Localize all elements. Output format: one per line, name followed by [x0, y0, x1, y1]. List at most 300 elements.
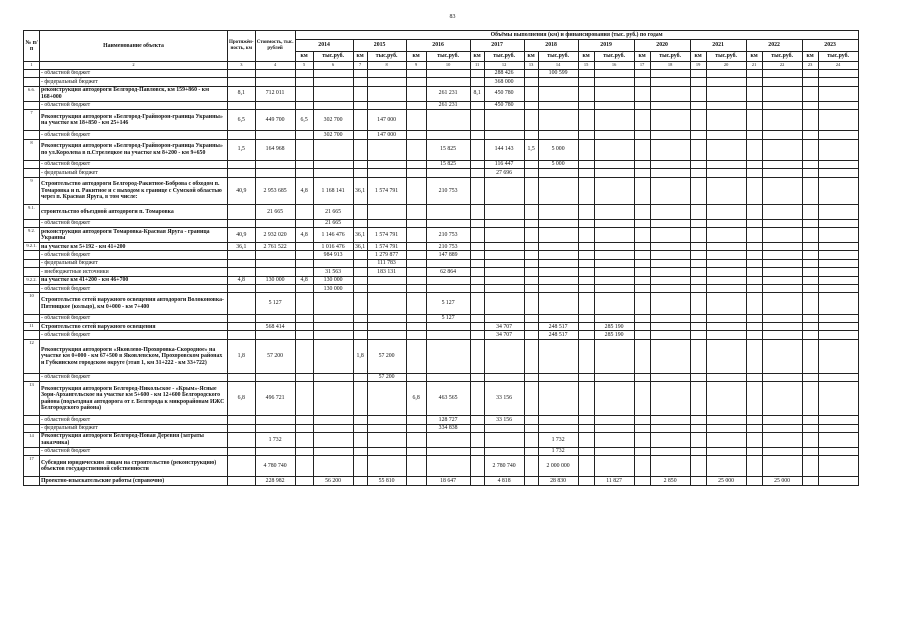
- table-row: [24, 456, 859, 477]
- row-name: Реконструкция автодороги «Яковлево-Прохоровка-Скородное» на участке км 0+000 - км 67+500 в Яковлевском, Прохоровском районах и Губкинском городском округе (этап 1, км 31+222 - км 33+722): [40, 339, 228, 373]
- cell-col-22: [762, 228, 802, 243]
- cell-col-20: 25 000: [706, 477, 746, 485]
- row-name: Строительство сетей наружного освещения: [40, 323, 228, 331]
- cell-col-22: [762, 101, 802, 109]
- cell-col-10: [426, 70, 470, 78]
- cell-col-22: [762, 268, 802, 276]
- cell-col-19: [690, 101, 706, 109]
- cell-col-11: [470, 219, 484, 227]
- column-number: 19: [690, 62, 706, 70]
- row-name: - федеральный бюджет: [40, 169, 228, 177]
- cell-col-9: [406, 276, 426, 284]
- table-row: [24, 285, 859, 293]
- year-header: 2023: [802, 40, 858, 52]
- cell-col-10: 210 753: [426, 228, 470, 243]
- cell-col-6: 302 700: [313, 131, 353, 139]
- cell-col-7: [353, 160, 367, 168]
- column-number: 20: [706, 62, 746, 70]
- cell-col-14: 248 517: [538, 331, 578, 339]
- cell-col-13: [524, 276, 538, 284]
- cell-col-8: 57 200: [367, 373, 406, 381]
- cell-col-17: [634, 373, 650, 381]
- cell-col-13: [524, 424, 538, 432]
- cell-col-7: [353, 285, 367, 293]
- cell-col-22: [762, 70, 802, 78]
- cell-col-3: 36,1: [228, 243, 256, 251]
- cell-col-17: [634, 139, 650, 160]
- cell-col-9: [406, 331, 426, 339]
- cell-col-15: [578, 243, 594, 251]
- cell-col-6: [313, 70, 353, 78]
- cell-col-21: [746, 382, 762, 416]
- cell-col-20: [706, 251, 746, 259]
- cell-col-22: [762, 285, 802, 293]
- cell-col-9: [406, 243, 426, 251]
- cell-col-22: [762, 259, 802, 267]
- column-number: 5: [295, 62, 313, 70]
- cell-col-14: [538, 243, 578, 251]
- cell-col-10: [426, 447, 470, 455]
- cell-col-23: [802, 477, 818, 485]
- cell-col-19: [690, 70, 706, 78]
- cell-col-12: [484, 373, 524, 381]
- cell-col-19: [690, 78, 706, 86]
- cell-col-18: [650, 456, 690, 477]
- cell-col-18: [650, 251, 690, 259]
- unit-rub: тыс.руб.: [762, 52, 802, 62]
- cell-col-15: [578, 339, 594, 373]
- cell-col-21: [746, 205, 762, 220]
- cell-col-12: [484, 424, 524, 432]
- cell-col-3: [228, 373, 256, 381]
- row-number: 12: [24, 339, 40, 373]
- cell-col-19: [690, 293, 706, 314]
- cell-col-12: [484, 243, 524, 251]
- cell-col-18: [650, 160, 690, 168]
- cell-col-4: 164 968: [255, 139, 295, 160]
- cell-col-15: [578, 331, 594, 339]
- cell-col-16: [594, 373, 634, 381]
- cell-col-5: 4,8: [295, 228, 313, 243]
- row-number: [24, 78, 40, 86]
- cell-col-21: [746, 456, 762, 477]
- cell-col-17: [634, 276, 650, 284]
- cell-col-16: [594, 456, 634, 477]
- column-number: 8: [367, 62, 406, 70]
- cell-col-22: [762, 339, 802, 373]
- cell-col-10: 15 825: [426, 160, 470, 168]
- cell-col-20: [706, 101, 746, 109]
- cell-col-23: [802, 293, 818, 314]
- table-row: [24, 109, 859, 130]
- cell-col-8: 147 000: [367, 109, 406, 130]
- cell-col-23: [802, 219, 818, 227]
- cell-col-11: [470, 339, 484, 373]
- row-name: Субсидии юридическим лицам на строительство (реконструкцию) объектов государственной собственности: [40, 456, 228, 477]
- cell-col-19: [690, 276, 706, 284]
- cell-col-21: [746, 101, 762, 109]
- cell-col-13: [524, 131, 538, 139]
- cell-col-18: [650, 131, 690, 139]
- cell-col-6: [313, 78, 353, 86]
- cell-col-10: 5 127: [426, 293, 470, 314]
- cell-col-11: 8,1: [470, 86, 484, 101]
- cell-col-20: [706, 276, 746, 284]
- cell-col-13: [524, 160, 538, 168]
- table-row: [24, 86, 859, 101]
- cell-col-4: [255, 285, 295, 293]
- cell-col-20: [706, 416, 746, 424]
- cell-col-23: [802, 456, 818, 477]
- cell-col-16: [594, 259, 634, 267]
- cell-col-11: [470, 101, 484, 109]
- cell-col-16: [594, 78, 634, 86]
- cell-col-24: [818, 228, 858, 243]
- table-row: [24, 131, 859, 139]
- cell-col-3: [228, 477, 256, 485]
- cell-col-8: [367, 101, 406, 109]
- cell-col-15: [578, 139, 594, 160]
- cell-col-9: [406, 131, 426, 139]
- cell-col-12: [484, 447, 524, 455]
- cell-col-15: [578, 101, 594, 109]
- year-header: 2016: [406, 40, 470, 52]
- cell-col-21: [746, 424, 762, 432]
- cell-col-19: [690, 339, 706, 373]
- cell-col-17: [634, 78, 650, 86]
- cell-col-5: [295, 331, 313, 339]
- cell-col-20: [706, 228, 746, 243]
- cell-col-15: [578, 382, 594, 416]
- cell-col-19: [690, 477, 706, 485]
- row-number: 9.2.: [24, 228, 40, 243]
- cell-col-24: [818, 373, 858, 381]
- cell-col-12: 116 447: [484, 160, 524, 168]
- cell-col-8: 1 574 791: [367, 228, 406, 243]
- cell-col-14: 1 732: [538, 432, 578, 447]
- row-name: - областной бюджет: [40, 331, 228, 339]
- cell-col-20: [706, 131, 746, 139]
- cell-col-15: [578, 268, 594, 276]
- cell-col-6: [313, 323, 353, 331]
- unit-km: км: [802, 52, 818, 62]
- cell-col-19: [690, 205, 706, 220]
- cell-col-4: 712 011: [255, 86, 295, 101]
- cell-col-15: [578, 456, 594, 477]
- cell-col-4: 496 721: [255, 382, 295, 416]
- cell-col-17: [634, 416, 650, 424]
- cell-col-24: [818, 339, 858, 373]
- cell-col-5: [295, 285, 313, 293]
- cell-col-22: [762, 456, 802, 477]
- cell-col-15: [578, 276, 594, 284]
- cell-col-4: [255, 424, 295, 432]
- cell-col-17: [634, 109, 650, 130]
- cell-col-4: 57 200: [255, 339, 295, 373]
- cell-col-19: [690, 323, 706, 331]
- cell-col-5: [295, 205, 313, 220]
- cell-col-23: [802, 160, 818, 168]
- cell-col-14: [538, 276, 578, 284]
- cell-col-13: [524, 447, 538, 455]
- cell-col-21: [746, 177, 762, 205]
- cell-col-9: [406, 259, 426, 267]
- cell-col-21: [746, 447, 762, 455]
- cell-col-13: [524, 339, 538, 373]
- cell-col-13: [524, 86, 538, 101]
- unit-km: км: [406, 52, 426, 62]
- table-row: [24, 416, 859, 424]
- table-row: [24, 243, 859, 251]
- cell-col-23: [802, 276, 818, 284]
- unit-rub: тыс.руб.: [818, 52, 858, 62]
- cell-col-15: [578, 251, 594, 259]
- cell-col-19: [690, 382, 706, 416]
- cell-col-19: [690, 160, 706, 168]
- row-name: реконструкция автодороги Белгород-Павловск, км 159+860 - км 168+000: [40, 86, 228, 101]
- cell-col-7: 1,8: [353, 339, 367, 373]
- cell-col-23: [802, 331, 818, 339]
- cell-col-19: [690, 259, 706, 267]
- cell-col-10: [426, 205, 470, 220]
- cell-col-13: [524, 251, 538, 259]
- column-number: 18: [650, 62, 690, 70]
- cell-col-3: [228, 101, 256, 109]
- cell-col-9: [406, 424, 426, 432]
- cell-col-16: [594, 339, 634, 373]
- cell-col-6: 21 665: [313, 219, 353, 227]
- cell-col-8: 1 279 877: [367, 251, 406, 259]
- cell-col-7: [353, 432, 367, 447]
- cell-col-23: [802, 228, 818, 243]
- row-number: [24, 314, 40, 322]
- cell-col-18: [650, 339, 690, 373]
- row-number: [24, 416, 40, 424]
- cell-col-16: [594, 293, 634, 314]
- cell-col-18: [650, 169, 690, 177]
- cell-col-21: [746, 169, 762, 177]
- column-number: 9: [406, 62, 426, 70]
- cell-col-11: [470, 268, 484, 276]
- cell-col-9: [406, 293, 426, 314]
- cell-col-19: [690, 447, 706, 455]
- cell-col-12: [484, 285, 524, 293]
- column-number: 2: [40, 62, 228, 70]
- cell-col-22: [762, 205, 802, 220]
- cell-col-24: [818, 259, 858, 267]
- cell-col-10: [426, 339, 470, 373]
- cell-col-17: [634, 424, 650, 432]
- cell-col-17: [634, 219, 650, 227]
- row-number: [24, 160, 40, 168]
- column-number: 10: [426, 62, 470, 70]
- table-row: [24, 276, 859, 284]
- cell-col-11: [470, 228, 484, 243]
- cell-col-19: [690, 86, 706, 101]
- cell-col-23: [802, 432, 818, 447]
- cell-col-11: [470, 432, 484, 447]
- cell-col-3: [228, 205, 256, 220]
- row-name: Строительство сетей наружного освещения автодороги Волоконовка-Пятницкое (кольцо), км 0+000 - км 7+400: [40, 293, 228, 314]
- cell-col-10: 210 753: [426, 243, 470, 251]
- cell-col-16: [594, 139, 634, 160]
- cell-col-9: [406, 456, 426, 477]
- cell-col-4: [255, 70, 295, 78]
- cell-col-3: [228, 70, 256, 78]
- cell-col-7: [353, 373, 367, 381]
- cell-col-4: [255, 331, 295, 339]
- header-no: № п/п: [24, 31, 40, 62]
- unit-rub: тыс.руб.: [594, 52, 634, 62]
- cell-col-14: [538, 101, 578, 109]
- row-number: [24, 447, 40, 455]
- cell-col-20: [706, 285, 746, 293]
- cell-col-14: [538, 373, 578, 381]
- cell-col-23: [802, 109, 818, 130]
- cell-col-4: [255, 101, 295, 109]
- cell-col-18: [650, 219, 690, 227]
- cell-col-21: [746, 78, 762, 86]
- cell-col-24: [818, 101, 858, 109]
- cell-col-12: [484, 251, 524, 259]
- cell-col-23: [802, 86, 818, 101]
- cell-col-18: [650, 331, 690, 339]
- cell-col-23: [802, 373, 818, 381]
- column-number: 21: [746, 62, 762, 70]
- cell-col-20: [706, 169, 746, 177]
- cell-col-22: [762, 276, 802, 284]
- header-length: Протяжён-ность, км: [228, 31, 256, 62]
- cell-col-5: [295, 432, 313, 447]
- cell-col-6: [313, 432, 353, 447]
- cell-col-10: [426, 323, 470, 331]
- cell-col-19: [690, 268, 706, 276]
- cell-col-5: [295, 86, 313, 101]
- cell-col-9: [406, 70, 426, 78]
- cell-col-9: [406, 78, 426, 86]
- cell-col-24: [818, 86, 858, 101]
- cell-col-22: [762, 447, 802, 455]
- cell-col-7: 36,1: [353, 228, 367, 243]
- cell-col-20: [706, 243, 746, 251]
- cell-col-21: [746, 432, 762, 447]
- table-row: [24, 382, 859, 416]
- cell-col-3: [228, 424, 256, 432]
- column-number: 12: [484, 62, 524, 70]
- cell-col-18: [650, 177, 690, 205]
- cell-col-7: [353, 276, 367, 284]
- cell-col-10: 261 231: [426, 101, 470, 109]
- cell-col-7: 36,1: [353, 177, 367, 205]
- cell-col-16: [594, 160, 634, 168]
- cell-col-24: [818, 432, 858, 447]
- cell-col-16: [594, 219, 634, 227]
- cell-col-4: 130 000: [255, 276, 295, 284]
- cell-col-20: [706, 139, 746, 160]
- cell-col-5: [295, 268, 313, 276]
- cell-col-10: [426, 78, 470, 86]
- cell-col-12: 288 426: [484, 70, 524, 78]
- cell-col-8: [367, 293, 406, 314]
- cell-col-24: [818, 293, 858, 314]
- cell-col-12: [484, 276, 524, 284]
- cell-col-19: [690, 432, 706, 447]
- cell-col-18: 2 850: [650, 477, 690, 485]
- cell-col-9: [406, 268, 426, 276]
- cell-col-13: [524, 243, 538, 251]
- cell-col-12: [484, 293, 524, 314]
- cell-col-7: [353, 323, 367, 331]
- cell-col-20: [706, 160, 746, 168]
- row-name: строительство объездной автодороги п. Томаровка: [40, 205, 228, 220]
- cell-col-23: [802, 268, 818, 276]
- cell-col-5: [295, 293, 313, 314]
- cell-col-14: [538, 293, 578, 314]
- cell-col-5: [295, 70, 313, 78]
- cell-col-10: [426, 259, 470, 267]
- year-header: 2019: [578, 40, 634, 52]
- cell-col-24: [818, 424, 858, 432]
- cell-col-6: [313, 169, 353, 177]
- cell-col-3: 40,9: [228, 177, 256, 205]
- cell-col-13: [524, 285, 538, 293]
- cell-col-18: [650, 432, 690, 447]
- cell-col-22: [762, 169, 802, 177]
- cell-col-17: [634, 86, 650, 101]
- cell-col-14: [538, 228, 578, 243]
- cell-col-23: [802, 205, 818, 220]
- cell-col-16: [594, 205, 634, 220]
- row-name: - областной бюджет: [40, 447, 228, 455]
- financing-table: [23, 30, 859, 486]
- table-row: [24, 339, 859, 373]
- cell-col-17: [634, 160, 650, 168]
- cell-col-3: [228, 432, 256, 447]
- cell-col-5: [295, 78, 313, 86]
- cell-col-4: 21 665: [255, 205, 295, 220]
- cell-col-5: [295, 339, 313, 373]
- cell-col-20: [706, 432, 746, 447]
- cell-col-22: [762, 78, 802, 86]
- cell-col-22: [762, 314, 802, 322]
- cell-col-13: [524, 101, 538, 109]
- cell-col-11: [470, 243, 484, 251]
- cell-col-22: [762, 160, 802, 168]
- cell-col-14: 1 732: [538, 447, 578, 455]
- row-number: [24, 101, 40, 109]
- cell-col-11: [470, 477, 484, 485]
- cell-col-9: 6,8: [406, 382, 426, 416]
- cell-col-4: [255, 268, 295, 276]
- cell-col-12: 450 780: [484, 101, 524, 109]
- cell-col-17: [634, 456, 650, 477]
- cell-col-18: [650, 259, 690, 267]
- cell-col-13: [524, 456, 538, 477]
- cell-col-8: 55 810: [367, 477, 406, 485]
- cell-col-22: [762, 219, 802, 227]
- cell-col-5: 6,5: [295, 109, 313, 130]
- cell-col-12: [484, 339, 524, 373]
- cell-col-21: [746, 251, 762, 259]
- cell-col-6: 1 016 476: [313, 243, 353, 251]
- cell-col-23: [802, 323, 818, 331]
- cell-col-3: [228, 78, 256, 86]
- cell-col-11: [470, 373, 484, 381]
- table-row: [24, 139, 859, 160]
- cell-col-13: [524, 416, 538, 424]
- cell-col-5: [295, 219, 313, 227]
- cell-col-14: [538, 268, 578, 276]
